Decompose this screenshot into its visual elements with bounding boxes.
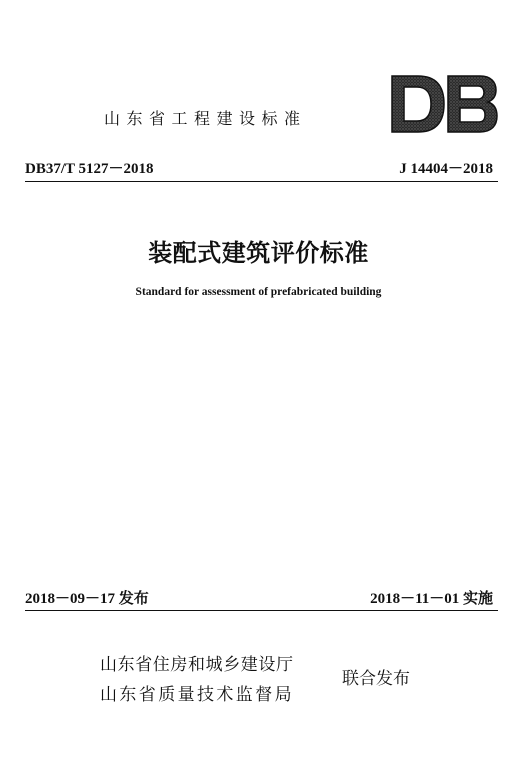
issuer-quality-bureau: 山东省质量技术监督局 <box>100 685 294 705</box>
issue-date: 2018－09－17 发布 <box>25 591 149 607</box>
db-logo-letter-b <box>448 76 497 132</box>
title-chinese: 装配式建筑评价标准 <box>148 238 369 267</box>
title-english: Standard for assessment of prefabricated building <box>135 286 382 298</box>
implementation-date: 2018－11－01 实施 <box>370 591 493 607</box>
bottom-divider <box>25 610 498 611</box>
issuer-housing-department: 山东省住房和城乡建设厅 <box>100 655 294 675</box>
record-number: J 14404－2018 <box>399 161 493 177</box>
standard-category: 山东省工程建设标准 <box>104 109 307 128</box>
db-logo-letter-d <box>392 76 444 132</box>
svg-text:DB: DB <box>390 74 392 75</box>
db-logo <box>390 74 498 134</box>
joint-release-label: 联合发布 <box>342 669 410 689</box>
standard-number: DB37/T 5127－2018 <box>25 161 154 177</box>
top-divider <box>25 181 498 182</box>
